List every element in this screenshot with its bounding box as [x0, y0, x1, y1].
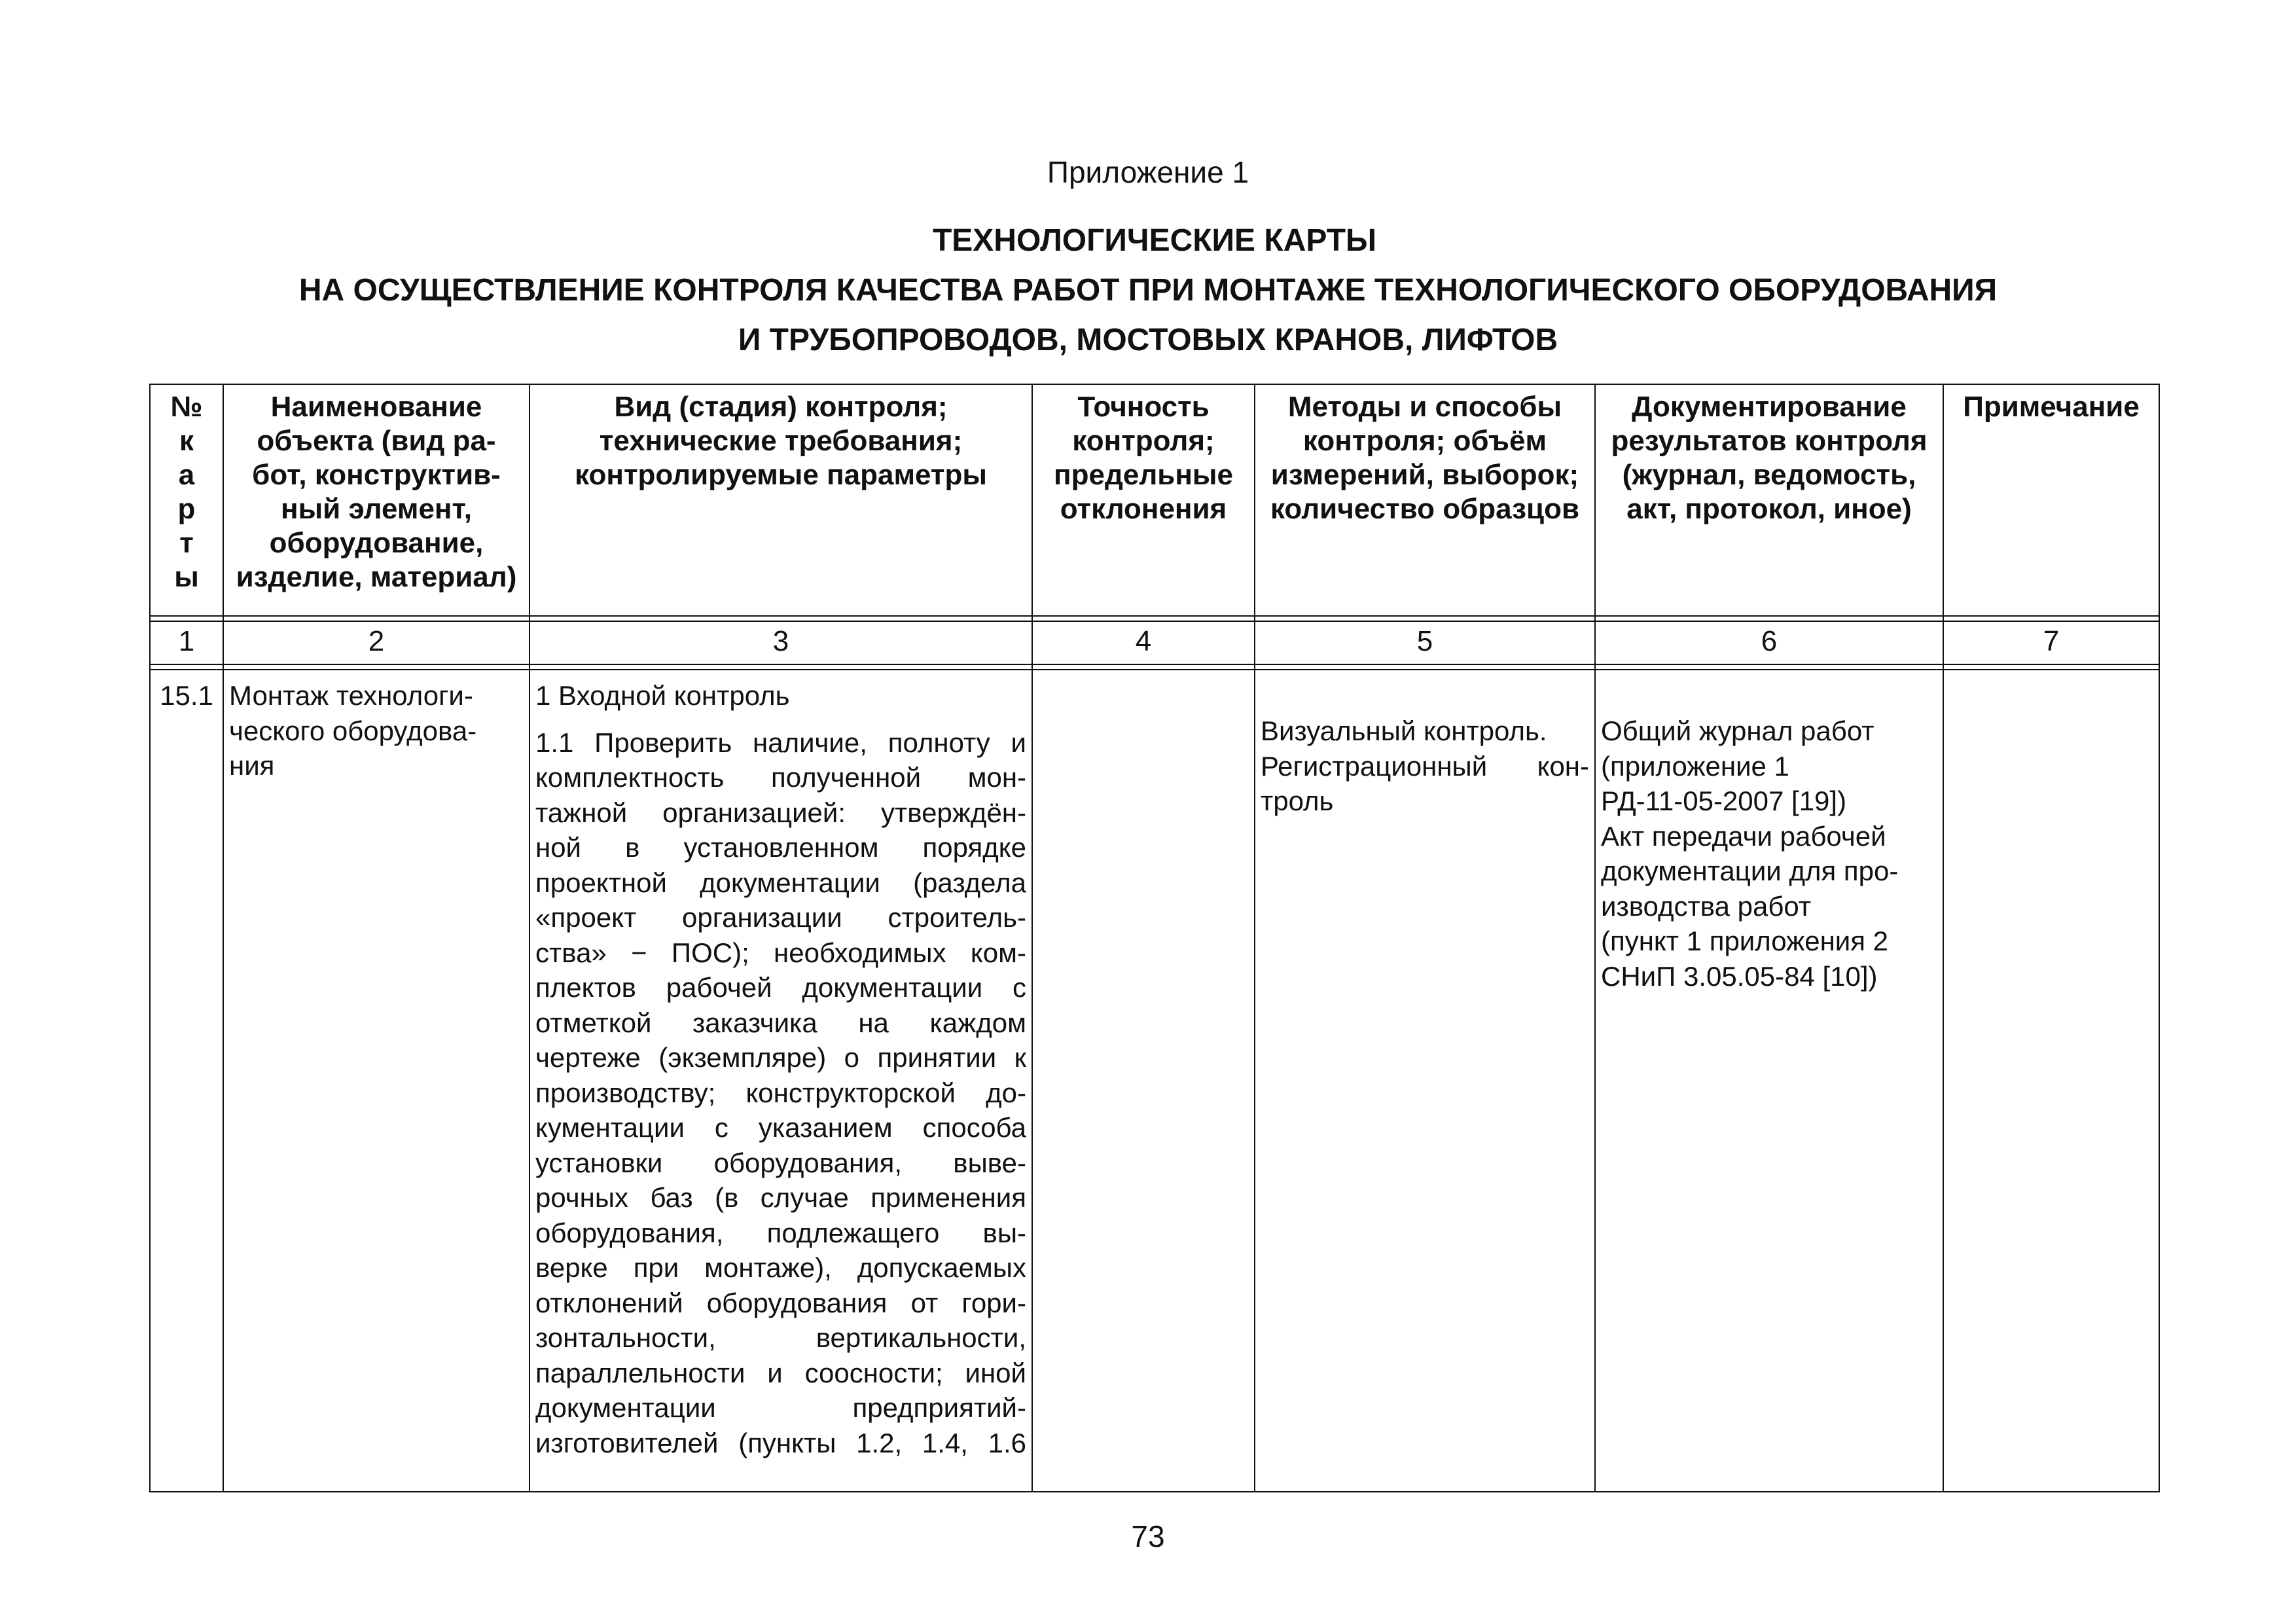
- header-line: Документирование: [1632, 391, 1907, 423]
- requirement-line: «проект организации строитель-: [535, 902, 1026, 933]
- header-object-name: [223, 384, 529, 616]
- control-stage: 1 Входной контроль: [535, 680, 790, 711]
- requirements-cell: [529, 670, 1032, 1492]
- requirement-line: рочных баз (в случае применения: [535, 1182, 1026, 1213]
- header-documentation: [1595, 384, 1943, 616]
- column-number: 6: [1595, 621, 1943, 664]
- header-line: р: [177, 493, 196, 525]
- documentation-line: СНиП 3.05.05-84 [10]): [1601, 960, 1878, 992]
- header-line: акт, протокол, иное): [1626, 493, 1912, 525]
- number-separator: [150, 664, 2159, 670]
- methods-line: Визуальный контроль.: [1261, 715, 1547, 746]
- header-line: результатов контроля: [1611, 425, 1928, 457]
- header-line: к: [179, 425, 194, 457]
- header-line: технические требования;: [599, 425, 963, 457]
- document-title: [0, 216, 2296, 365]
- documentation-cell: [1595, 670, 1943, 1492]
- requirement-line: 1.1 Проверить наличие, полноту и: [535, 727, 1026, 758]
- title-line: ТЕХНОЛОГИЧЕСКИЕ КАРТЫ: [932, 223, 1377, 258]
- header-line: Примечание: [1963, 391, 2140, 423]
- header-line: отклонения: [1060, 493, 1227, 525]
- header-line: Точность: [1077, 391, 1210, 423]
- header-accuracy: [1032, 384, 1255, 616]
- card-number-cell: [150, 670, 223, 1492]
- header-card-number: [150, 384, 223, 616]
- requirement-line: кументации с указанием способа: [535, 1112, 1026, 1143]
- page-number: 73: [1131, 1519, 1165, 1553]
- requirement-line: плектов рабочей документации с: [535, 972, 1026, 1003]
- documentation-line: Общий журнал работ: [1601, 715, 1874, 746]
- requirement-line: документации предприятий-: [535, 1392, 1026, 1423]
- column-number: 7: [1943, 621, 2159, 664]
- methods-line: Регистрационный кон-: [1261, 750, 1589, 782]
- requirement-line: параллельности и соосности; иной: [535, 1357, 1026, 1388]
- header-separator: [150, 616, 2159, 621]
- header-line: объекта (вид ра-: [257, 425, 496, 457]
- header-line: контроля;: [1072, 425, 1215, 457]
- requirement-line: верке при монтаже), допускаемых: [535, 1252, 1026, 1283]
- header-line: Наименование: [270, 391, 482, 423]
- requirement-line: проектной документации (раздела: [535, 867, 1026, 898]
- header-line: изделие, материал): [236, 561, 517, 593]
- header-line: оборудование,: [269, 527, 484, 559]
- header-line: Методы и способы: [1287, 391, 1562, 423]
- header-line: Вид (стадия) контроля;: [614, 391, 948, 423]
- header-line: ный элемент,: [281, 493, 472, 525]
- object-cell: [223, 670, 529, 1492]
- header-line: контроля; объём: [1302, 425, 1547, 457]
- column-number: 3: [529, 621, 1032, 664]
- requirement-line: комплектность полученной мон-: [535, 762, 1026, 793]
- note-cell: [1943, 670, 2159, 1492]
- header-line: ы: [174, 561, 199, 593]
- methods-line: троль: [1261, 785, 1334, 816]
- requirement-line: тажной организацией: утверждён-: [535, 797, 1026, 828]
- header-line: количество образцов: [1270, 493, 1580, 525]
- header-control-stage: [529, 384, 1032, 616]
- header-note: [1943, 384, 2159, 616]
- table-header-row: [150, 384, 2159, 616]
- header-line: №: [170, 391, 203, 423]
- column-number: 4: [1032, 621, 1255, 664]
- documentation-line: РД-11-05-2007 [19]): [1601, 785, 1847, 816]
- documentation-line: (приложение 1: [1601, 750, 1789, 782]
- column-number: 5: [1255, 621, 1595, 664]
- requirement-line: ной в установленном порядке: [535, 832, 1026, 863]
- documentation-line: изводства работ: [1601, 890, 1812, 922]
- header-line: т: [179, 527, 194, 559]
- header-line: предельные: [1054, 459, 1233, 491]
- card-number: 15.1: [160, 680, 213, 711]
- column-number: 1: [150, 621, 223, 664]
- header-line: а: [178, 459, 195, 491]
- requirement-line: отклонений оборудования от гори-: [535, 1287, 1026, 1318]
- requirement-line: зонтальности, вертикальности,: [535, 1322, 1026, 1353]
- requirement-line: изготовителей (пункты 1.2, 1.4, 1.6: [535, 1427, 1026, 1458]
- documentation-line: Акт передачи рабочей: [1601, 820, 1886, 852]
- column-number: 2: [223, 621, 529, 664]
- column-number-row: [150, 621, 2159, 664]
- header-line: контролируемые параметры: [575, 459, 987, 491]
- object-line: Монтаж технологи-: [229, 680, 473, 711]
- header-methods: [1255, 384, 1595, 616]
- header-line: (журнал, ведомость,: [1622, 459, 1916, 491]
- control-table: [149, 384, 2160, 1492]
- object-line: ческого оборудова-: [229, 715, 477, 746]
- methods-cell: [1255, 670, 1595, 1492]
- requirement-line: установки оборудования, выве-: [535, 1147, 1026, 1178]
- control-table-wrapper: [149, 384, 2159, 1492]
- requirement-line: чертеже (экземпляре) о принятии к: [535, 1042, 1026, 1073]
- requirement-line: производству; конструкторской до-: [535, 1077, 1026, 1108]
- object-line: ния: [229, 750, 275, 781]
- documentation-line: документации для про-: [1601, 856, 1899, 886]
- title-line: И ТРУБОПРОВОДОВ, МОСТОВЫХ КРАНОВ, ЛИФТОВ: [738, 323, 1558, 357]
- requirement-line: ства» − ПОС); необходимых ком-: [535, 937, 1026, 968]
- header-line: бот, конструктив-: [252, 459, 501, 491]
- requirement-line: отметкой заказчика на каждом: [535, 1007, 1026, 1038]
- documentation-line: (пункт 1 приложения 2: [1601, 926, 1889, 956]
- title-line: НА ОСУЩЕСТВЛЕНИЕ КОНТРОЛЯ КАЧЕСТВА РАБОТ ПРИ МОНТАЖЕ ТЕХНОЛОГИЧЕСКОГО ОБОРУДОВАНИЯ: [298, 273, 1998, 308]
- table-row: [150, 670, 2159, 1492]
- requirement-line: оборудования, подлежащего вы-: [535, 1217, 1026, 1248]
- header-line: измерений, выборок;: [1270, 459, 1579, 491]
- appendix-label: Приложение 1: [1047, 155, 1249, 189]
- accuracy-cell: [1032, 670, 1255, 1492]
